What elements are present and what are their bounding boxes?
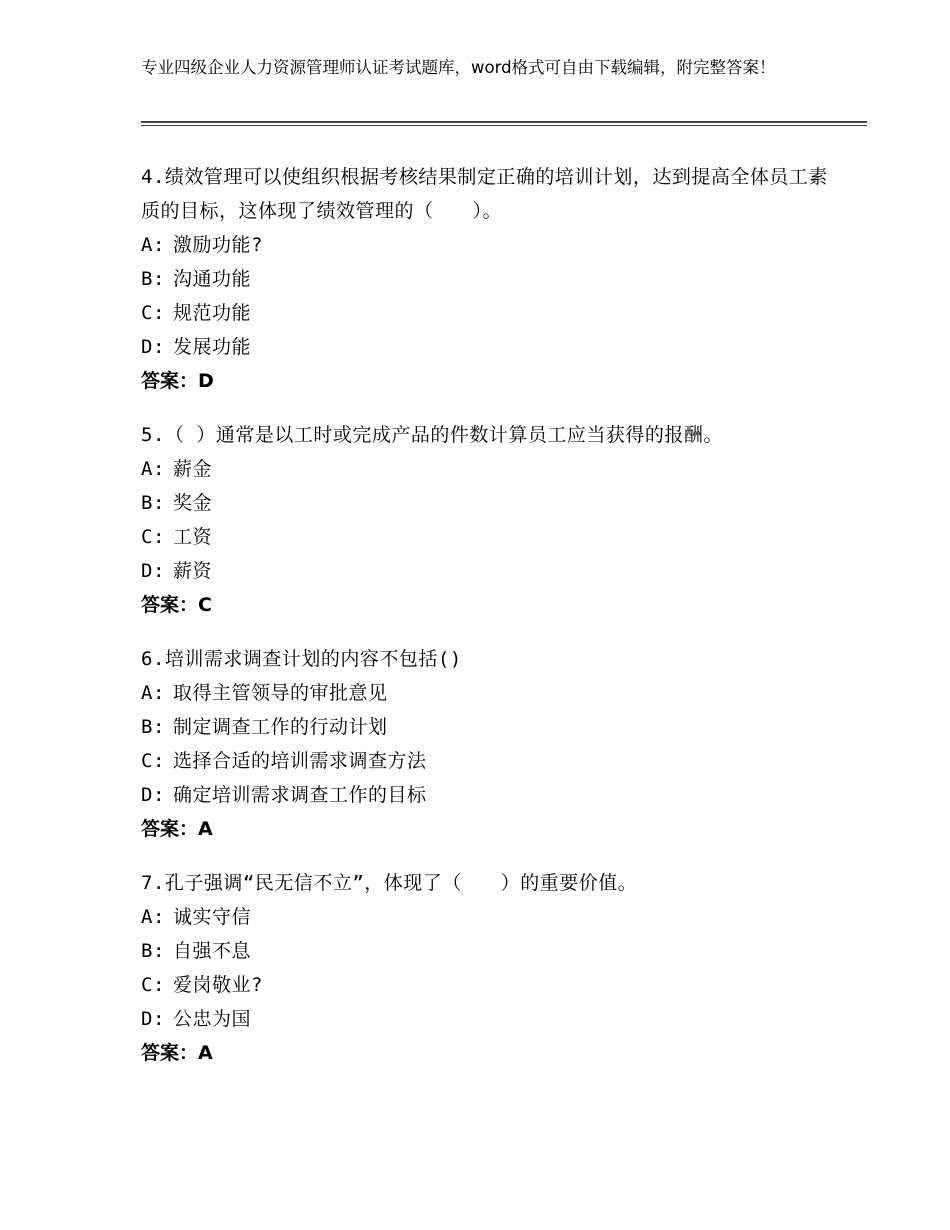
- option-text: 沟通功能: [173, 268, 252, 290]
- option-label: C:: [141, 302, 165, 324]
- option-text: 薪金: [173, 458, 213, 480]
- option-text: 诚实守信: [173, 906, 252, 928]
- header-rule-thin: [141, 125, 867, 126]
- option-text: 规范功能: [173, 302, 252, 324]
- header-rule-thick: [141, 121, 867, 123]
- option-text: 确定培训需求调查工作的目标: [173, 784, 427, 806]
- option-label: A:: [141, 234, 165, 256]
- option-d: [141, 1002, 841, 1036]
- option-label: D:: [141, 784, 165, 806]
- option-label: B:: [141, 940, 165, 962]
- option-label: B:: [141, 492, 165, 514]
- option-d: [141, 330, 841, 364]
- option-a: [141, 228, 841, 262]
- answer: 答案：A: [141, 818, 213, 840]
- option-d: [141, 778, 841, 812]
- option-label: A:: [141, 682, 165, 704]
- option-a: [141, 452, 841, 486]
- question-4: [141, 160, 841, 398]
- option-label: D:: [141, 336, 165, 358]
- option-text: 爱岗敬业?: [173, 974, 263, 996]
- option-label: C:: [141, 526, 165, 548]
- option-label: C:: [141, 974, 165, 996]
- option-text: 公忠为国: [173, 1008, 252, 1030]
- option-label: C:: [141, 750, 165, 772]
- document-header: 专业四级企业人力资源管理师认证考试题库，word格式可自由下载编辑，附完整答案！: [141, 58, 776, 77]
- option-label: B:: [141, 268, 165, 290]
- option-label: D:: [141, 1008, 165, 1030]
- option-text: 制定调查工作的行动计划: [173, 716, 388, 738]
- answer: 答案：D: [141, 370, 214, 392]
- option-b: [141, 710, 841, 744]
- option-text: 选择合适的培训需求调查方法: [173, 750, 427, 772]
- question-7: [141, 866, 841, 1070]
- question-6: [141, 642, 841, 846]
- option-a: [141, 900, 841, 934]
- answer: 答案：A: [141, 1042, 213, 1064]
- question-stem: 6.培训需求调查计划的内容不包括(): [141, 648, 462, 670]
- option-c: [141, 968, 841, 1002]
- option-text: 奖金: [173, 492, 213, 514]
- question-list: [141, 160, 841, 1090]
- option-label: D:: [141, 560, 165, 582]
- option-c: [141, 744, 841, 778]
- question-stem: 4.绩效管理可以使组织根据考核结果制定正确的培训计划，达到提高全体员工素质的目标，这体现了绩效管理的（ ）。: [141, 166, 828, 222]
- option-text: 自强不息: [173, 940, 252, 962]
- option-d: [141, 554, 841, 588]
- option-b: [141, 262, 841, 296]
- question-stem: 5.（ ）通常是以工时或完成产品的件数计算员工应当获得的报酬。: [141, 424, 723, 446]
- option-text: 发展功能: [173, 336, 252, 358]
- option-c: [141, 520, 841, 554]
- question-stem: 7.孔子强调“民无信不立”，体现了（ ）的重要价值。: [141, 872, 638, 894]
- answer: 答案：C: [141, 594, 212, 616]
- option-label: A:: [141, 906, 165, 928]
- option-text: 薪资: [173, 560, 213, 582]
- option-a: [141, 676, 841, 710]
- option-label: A:: [141, 458, 165, 480]
- option-c: [141, 296, 841, 330]
- option-b: [141, 486, 841, 520]
- option-text: 激励功能?: [173, 234, 263, 256]
- question-5: [141, 418, 841, 622]
- option-text: 工资: [173, 526, 213, 548]
- option-label: B:: [141, 716, 165, 738]
- option-text: 取得主管领导的审批意见: [173, 682, 388, 704]
- option-b: [141, 934, 841, 968]
